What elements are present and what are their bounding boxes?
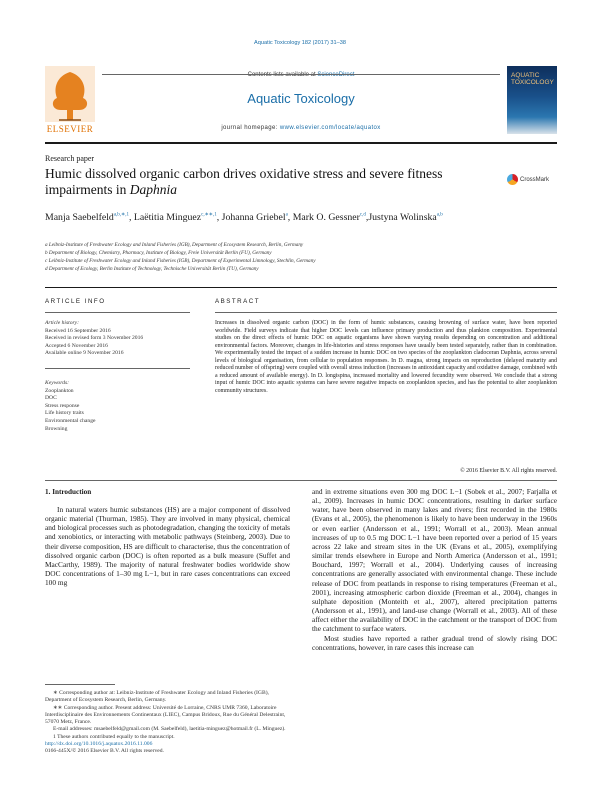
crossmark-badge[interactable] [507,174,557,188]
author-separator: , [287,212,293,223]
sciencedirect-link[interactable]: ScienceDirect [317,72,355,78]
history-item: Available online 9 November 2016 [45,350,124,357]
keyword: Environmental change [45,417,96,424]
body-column-right [312,487,557,652]
crossmark-icon [507,174,518,185]
author-separator: , [365,212,369,223]
author-name: Justyna Wolinska [368,212,437,223]
footnote: ∗∗ Corresponding author. Present address: Université de Lorraine, CNRS UMR 7360, Laboratoire Interdisciplinaire des Environnements Continentaux (LIEC), Campus Bridoux, Rue du Général Delestraint, 57070 Metz, France. [45,704,286,726]
article-title [45,166,465,198]
article-type: Research paper [45,154,95,163]
abstract-copyright: © 2016 Elsevier B.V. All rights reserved. [460,468,557,474]
article-history [45,320,190,358]
contents-text: Contents lists available at [247,72,318,78]
author-affiliation-marker[interactable]: a,b,∗,1 [113,212,129,218]
masthead-center [102,66,500,138]
doi-block [45,741,290,756]
homepage-link[interactable]: www.elsevier.com/locate/aquatox [279,125,381,131]
history-label: Article history: [45,320,80,326]
keywords-label: Keywords: [45,380,70,386]
publisher-name: ELSEVIER [46,124,94,134]
history-item: Accepted 6 November 2016 [45,342,108,349]
cover-title: AQUATIC TOXICOLOGY [511,72,554,86]
body-paragraph: and in extreme situations even 300 mg DOC L−1 (Sobek et al., 2007; Farjalla et al., 2009). Increases in humic DOC concentrations, resulting in darker surface water, have been observed in many lakes and rivers; first recorded in the 1980s (Evans et al., 2005), the phenomenon is likely to have been underway in the 1960s or even earlier (Andersson et al., 1991; Worrall et al., 2003). Mean annual increases of up to 0.5 mg DOC L−1 have been reported over a period of 15 years across 22 lake and stream sites in the UK (Evans et al., 2005), exemplifying similar trends elsewhere in Europe and North America (Andersson et al., 1991; Bouchard, 1997; Worrall et al., 2004). Underlying causes of increasing concentrations are generally associated with environmental change. These include release of DOC from peatlands in response to rising temperatures (Freeman et al., 2001), increasing atmospheric carbon dioxide (Freeman et al., 2004), changes in sulphate deposition (Monteith et al., 2007), altered precipitation patterns (Andersson et al., 1991), and land-use change (Worrall et al., 2003). All of these affect either the availability of DOC in the catchment or the transport of DOC from the catchment to surface waters. [312,487,557,634]
affiliation: c Leibniz-Institute of Freshwater Ecology and Inland Fisheries (IGB), Department of Experimental Limnology, Stechlin, Germany [45,258,316,264]
footnote: ∗ Corresponding author at: Leibniz-Institute of Freshwater Ecology and Inland Fisheries (IGB), Department of Ecosystem Research, Berlin, Germany. [45,690,269,704]
article-title-italic: Daphnia [129,182,177,197]
crossmark-label: CrossMark [520,177,550,184]
history-item: Received 16 September 2016 [45,327,111,334]
affiliations [45,241,515,273]
journal-reference-link[interactable]: Aquatic Toxicology 182 (2017) 31–38 [254,40,346,46]
masthead-bottom-rule [45,142,557,144]
footnotes [45,690,290,741]
author-name: Johanna Griebel [221,212,286,223]
article-title-main: Humic dissolved organic carbon drives oxidative stress and severe fitness impairments in [45,166,443,197]
author-name: Laëtitia Minguez [133,212,202,223]
affiliation: b Department of Biology, Chemistry, Pharmacy, Institute of Biology, Freie Universität Berlin (FU), Germany [45,250,272,256]
abstract-text: Increases in dissolved organic carbon (DOC) in the form of humic substances, causing browning of surface water, have been reported worldwide. Field surveys indicate that higher DOC levels can influence primary production and thus plankton composition. Experimental studies on the direct effects of humic DOC on aquatic organisms have shown varying results depending on concentration and additional environmental factors. Moreover, changes in life-histories and stress responses have usually been tested separately, rather than in combination. We experimentally tested the impact of a sudden increase in humic DOC on two species of the zooplankton cladoceran Daphnia, across several levels of biological organisation, from cellular to population responses. In D. magna, strong impacts on reproduction (delayed maturity and reduced number of offspring) were coupled with overall stress induction (increases in antioxidant capacity and oxidative damage, combined with a reduced amount of available energy). In D. longispina, increased mortality and lowered fecundity were observed. We conclude that a strong input of humic DOC into aquatic systems can have severe negative impacts on zooplankton species, and has the potential to alter zooplankton community structures. [215,320,557,394]
masthead [45,66,557,140]
section-heading-introduction: 1. Introduction [45,488,92,496]
author-affiliation-marker[interactable]: c,d [359,212,366,218]
masthead-top-rule [102,74,500,75]
doi-link[interactable]: http://dx.doi.org/10.1016/j.aquatox.2016.11.006 [45,741,153,747]
issn-line: 0166-445X/© 2016 Elsevier B.V. All rights reserved. [45,748,164,755]
author-name: Mark O. Gessner [292,212,360,223]
affiliation: d Department of Ecology, Berlin Institute of Technology, Technische Universität Berlin (TU), Germany [45,266,259,272]
abstract-heading: ABSTRACT [215,298,261,305]
keyword: Stress response [45,402,80,409]
keyword: Browning [45,425,68,432]
history-item: Received in revised form 3 November 2016 [45,335,144,342]
journal-title[interactable]: Aquatic Toxicology [247,91,355,106]
keyword: Zooplankton [45,387,74,394]
author-affiliation-marker[interactable]: a,b [436,212,443,218]
keywords [45,380,190,433]
author-list [45,211,515,224]
homepage-line [102,125,500,131]
homepage-label: journal homepage: [221,125,280,131]
contents-line [102,72,500,78]
affiliation: a Leibniz-Institute of Freshwater Ecology and Inland Fisheries (IGB), Department of Ecosystem Research, Berlin, Germany [45,242,304,248]
keyword: Life history traits [45,410,84,417]
footnote: E-mail addresses: msaebelfeld@gmail.com (M. Saebelfeld), laetitia-minguez@hotmail.fr (L. Minguez). [53,726,286,733]
keyword: DOC [45,395,57,402]
body-column-left: In natural waters humic substances (HS) are a major component of dissolved organic material (Thurman, 1985). They are involved in many physical, chemical and biological processes such as photodegradation, changing the toxicity of metals and xenobiotics, or interacting with metabolic pathways (Steinberg, 2003). Due to their diverse composition, HS are difficult to characterise, thus the concentration of dissolved organic carbon (DOC) is often reported as a bulk measure (Suffet and MacCarthy, 1989). The majority of natural freshwater bodies worldwide show DOC concentrations of 1–30 mg L−1, but in rare cases concentrations can exceed 100 mg [45,505,290,588]
abstract-rule [215,312,557,313]
footnote-rule [45,684,115,685]
journal-cover-image [507,66,557,134]
author-affiliation-marker[interactable]: c,∗∗,1 [201,212,217,218]
journal-reference [0,40,600,46]
author-separator: , [216,212,222,223]
author-separator: , [129,212,134,223]
keywords-rule [45,368,190,369]
body-paragraph: Most studies have reported a rather gradual trend of slowly rising DOC concentrations, however, in rare cases this increase can [312,633,557,652]
author-name: Manja Saebelfeld [45,212,114,223]
author-affiliation-marker[interactable]: a [285,212,288,218]
article-info-heading: ARTICLE INFO [45,298,106,305]
article-info-rule [45,312,190,313]
abstract-bottom-rule [45,480,557,481]
footnote: 1 These authors contributed equally to the manuscript. [53,733,175,740]
header-rule [45,287,557,288]
